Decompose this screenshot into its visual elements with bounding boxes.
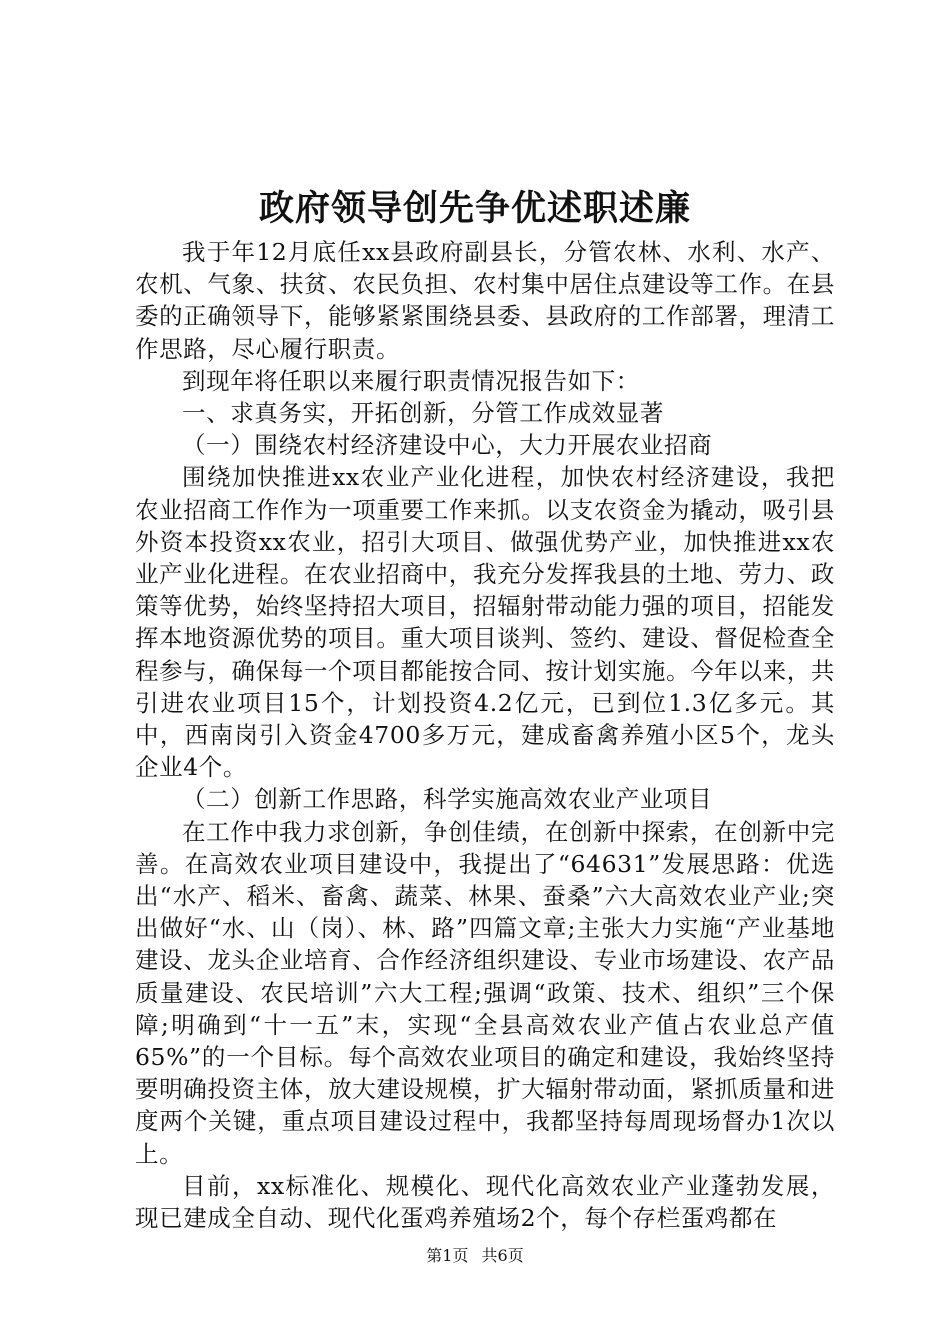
page-number: 第1页 (426, 1246, 469, 1265)
section-heading-1: 一、求真务实，开拓创新，分管工作成效显著 (182, 399, 664, 428)
page-total: 共6页 (481, 1246, 524, 1265)
paragraph-agri-investment: 围绕加快推进xx农业产业化进程，加快农村经济建设，我把农业招商工作作为一项重要工作来抓。以支农资金为撬动，吸引县外资本投资xx农业，招引大项目、做强优势产业，加快推进xx农业产业化进程。在农业招商中，我充分发挥我县的土地、劳力、政策等优势，始终坚持招大项目，招辐射带动能力强的项目，招能发挥本地资源优势的项目。重大项目谈判、签约、建设、督促检查全程参与，确保每一个项目都能按合同、按计划实施。今年以来，共引进农业项目15个，计划投资4.2亿元，已到位1.3亿多元。其中，西南岗引入资金4700多万元，建成畜禽养殖小区5个，龙头企业4个。 (135, 463, 835, 782)
document-title: 政府领导创先争优述职述廉 (258, 188, 691, 229)
page-footer (0, 1244, 950, 1268)
document-body (135, 236, 835, 1234)
paragraph-innovation: 在工作中我力求创新，争创佳绩，在创新中探索，在创新中完善。在高效农业项目建设中，我提出了“64631”发展思路：优选出“水产、稻米、畜禽、蔬菜、林果、蚕桑”六大高效农业产业;突出做好“水、山（岗）、林、路”四篇文章;主张大力实施“产业基地建设、龙头企业培育、合作经济组织建设、专业市场建设、农产品质量建设、农民培训”六大工程;强调“政策、技术、组织”三个保障;明确到“十一五”末，实现“全县高效农业产值占农业总产值65%”的一个目标。每个高效农业项目的确定和建设，我始终坚持要明确投资主体，放大建设规模，扩大辐射带动面，紧抓质量和进度两个关键，重点项目建设过程中，我都坚持每周现场督办1次以上。 (135, 817, 835, 1168)
paragraph-report-lead: 到现年将任职以来履行职责情况报告如下： (182, 366, 640, 395)
paragraph-current-status: 目前，xx标准化、规模化、现代化高效农业产业蓬勃发展，现已建成全自动、现代化蛋鸡养殖场2个，每个存栏蛋鸡都在 (135, 1171, 835, 1233)
subsection-heading-1: （一）围绕农村经济建设中心，大力开展农业招商 (182, 431, 713, 460)
paragraph-intro: 我于年12月底任xx县政府副县长，分管农林、水利、水产、农机、气象、扶贫、农民负担、农村集中居住点建设等工作。在县委的正确领导下，能够紧紧围绕县委、县政府的工作部署，理清工作思路，尽心履行职责。 (135, 238, 835, 363)
subsection-heading-2: （二）创新工作思路，科学实施高效农业产业项目 (182, 785, 713, 814)
